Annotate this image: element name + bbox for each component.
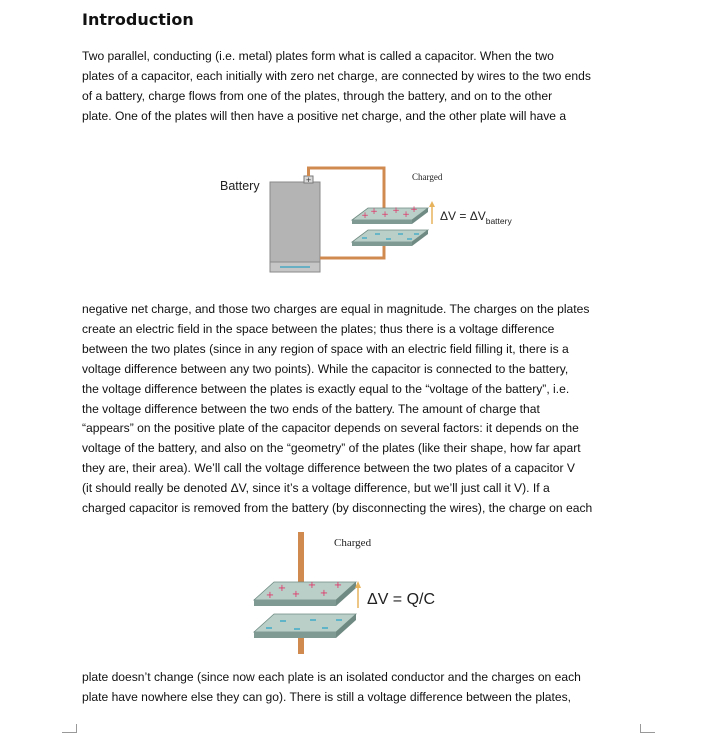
isolated-capacitor-figure <box>240 528 500 658</box>
svg-text:+: + <box>333 580 343 591</box>
text-line: create an electric field in the space between the plates; thus there is a voltage difference <box>82 321 555 336</box>
capacitor-battery-figure <box>200 160 540 295</box>
charged-label: Charged <box>412 172 443 182</box>
voltage-arrow-icon <box>429 201 435 224</box>
svg-text:+: + <box>307 580 317 591</box>
svg-text:+: + <box>319 588 329 599</box>
text-line: between the two plates (since in any region of space with an electric field filling it, there is a <box>82 341 569 356</box>
voltage-equation-main: ΔV = ΔV <box>440 209 486 223</box>
text-line: they are, their area). We’ll call the voltage difference between the two plates of a capacitor V <box>82 461 575 476</box>
text-line: the voltage difference between the plates is exactly equal to the “voltage of the battery”, i.e. <box>82 381 570 396</box>
text-line: plates of a capacitor, each initially with zero net charge, are connected by wires to the two ends <box>82 68 591 83</box>
svg-text:+: + <box>265 590 275 601</box>
positive-plate-icon <box>254 580 356 606</box>
negative-plate-icon <box>254 614 356 638</box>
svg-text:+: + <box>402 210 410 220</box>
svg-text:+: + <box>361 211 369 221</box>
svg-text:+: + <box>381 210 389 220</box>
svg-text:+: + <box>291 589 301 600</box>
paragraph-1 <box>82 47 642 127</box>
positive-plate-icon <box>352 205 428 224</box>
section-heading: Introduction <box>82 10 194 29</box>
text-line: voltage difference between any two points). While the capacitor is connected to the battery, <box>82 361 569 376</box>
svg-text:+: + <box>305 176 312 184</box>
text-line: negative net charge, and those two charges are equal in magnitude. The charges on the plates <box>82 302 590 316</box>
svg-text:+: + <box>370 207 378 217</box>
negative-plate-icon <box>352 230 428 246</box>
svg-text:+: + <box>392 206 400 216</box>
charged-label: Charged <box>334 537 372 549</box>
svg-text:+: + <box>410 205 418 215</box>
voltage-equation: ΔV = Q/C <box>367 591 436 608</box>
text-line: the voltage difference between the two ends of the battery. The amount of charge that <box>82 401 540 416</box>
svg-text:+: + <box>277 583 287 594</box>
text-line: plate doesn’t change (since now each plate is an isolated conductor and the charges on each <box>82 670 581 684</box>
text-line: plate have nowhere else they can go). There is still a voltage difference between the plates, <box>82 689 571 704</box>
text-line: “appears” on the positive plate of the capacitor depends on several factors: it depends on the <box>82 421 579 436</box>
text-line: charged capacitor is removed from the battery (by disconnecting the wires), the charge on each <box>82 501 593 516</box>
text-line: (it should really be denoted ΔV, since it’s a voltage difference, but we’ll just call it V). If a <box>82 481 550 496</box>
paragraph-2 <box>82 300 642 519</box>
voltage-equation <box>440 209 512 226</box>
voltage-equation-subscript: battery <box>485 216 512 226</box>
text-line: of a battery, charge flows from one of the plates, through the battery, and on to the other <box>82 88 553 103</box>
text-line: voltage of the battery, and also on the “geometry” of the plates (like their shape, how far apart <box>82 441 581 456</box>
paragraph-3 <box>82 668 642 708</box>
text-line: Two parallel, conducting (i.e. metal) plates form what is called a capacitor. When the two <box>82 49 554 63</box>
text-line: plate. One of the plates will then have a positive net charge, and the other plate will have a <box>82 108 567 123</box>
battery-label: Battery <box>220 179 260 193</box>
battery-icon <box>270 176 320 272</box>
